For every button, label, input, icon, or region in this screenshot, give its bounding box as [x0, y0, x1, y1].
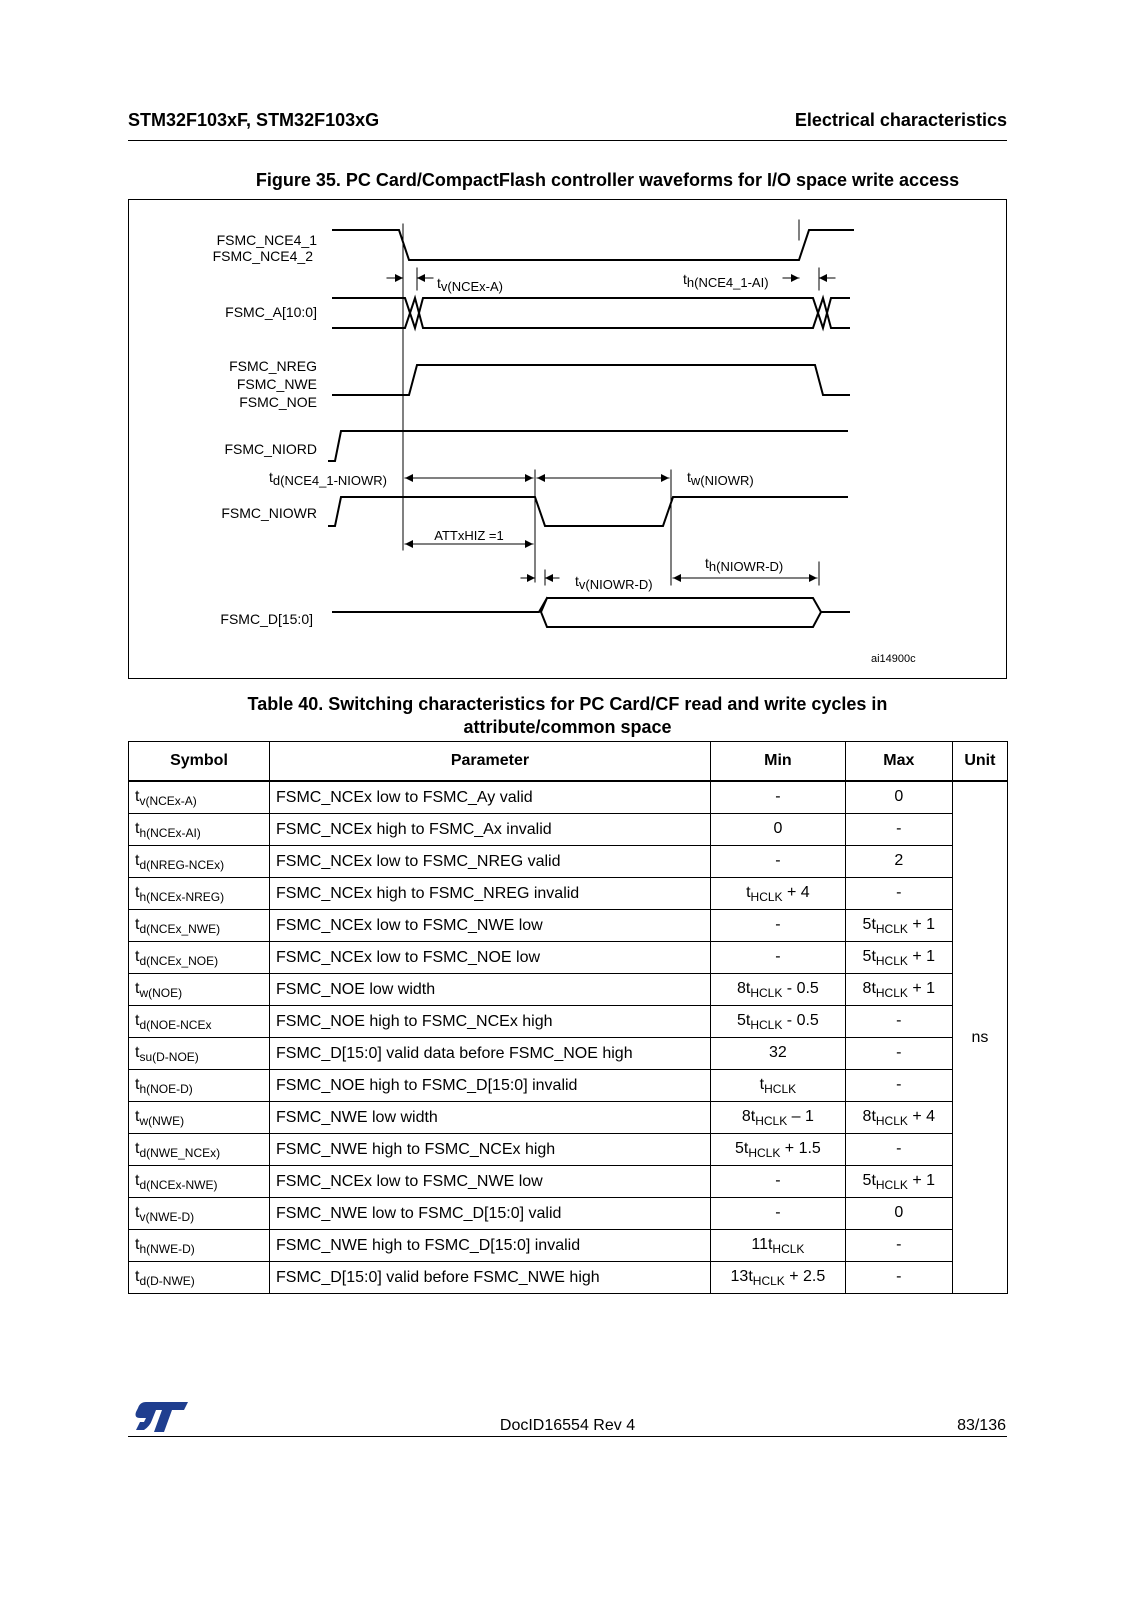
cell-symbol: $t_{d(NWE\_NCEx)}$: [129, 1134, 270, 1166]
cell-parameter: FSMC_D[15:0] valid data before FSMC_NOE high: [270, 1038, 711, 1070]
timing-label-th-nce4-ai: th(NCE4_1-AI): [683, 271, 769, 290]
table-row: [129, 942, 1008, 974]
table-row: [129, 1166, 1008, 1198]
table-row: [129, 1102, 1008, 1134]
footer-doc-id: DocID16554 Rev 4: [499, 1417, 636, 1434]
cell-max: $8t_{HCLK} + 1$: [845, 974, 952, 1006]
footer-page-number: 83/136: [957, 1417, 1006, 1434]
cell-max: -: [845, 1038, 952, 1070]
signal-label-data: FSMC_D[15:0]: [220, 611, 313, 627]
cell-parameter: FSMC_NOE high to FSMC_D[15:0] invalid: [270, 1070, 711, 1102]
cell-max: 0: [845, 781, 952, 814]
col-header-max: Max: [845, 742, 952, 782]
cell-max: $8t_{HCLK} + 4$: [845, 1102, 952, 1134]
cell-parameter: FSMC_D[15:0] valid before FSMC_NWE high: [270, 1262, 711, 1294]
cell-parameter: FSMC_NWE low to FSMC_D[15:0] valid: [270, 1198, 711, 1230]
table-row: [129, 1070, 1008, 1102]
cell-max: -: [845, 814, 952, 846]
cell-min: $5t_{HCLK} - 0.5$: [711, 1006, 846, 1038]
cell-parameter: FSMC_NWE high to FSMC_NCEx high: [270, 1134, 711, 1166]
timing-label-td-nce4-niowr: td(NCE4_1-NIOWR): [269, 469, 388, 488]
figure-title: Figure 35. PC Card/CompactFlash controller waveforms for I/O space write access: [255, 170, 960, 190]
col-header-min: Min: [711, 742, 846, 782]
cell-symbol: $t_{d(NCEx-NWE)}$: [129, 1166, 270, 1198]
cell-parameter: FSMC_NCEx high to FSMC_Ax invalid: [270, 814, 711, 846]
signal-label-nce4-1: FSMC_NCE4_1: [216, 232, 317, 248]
cell-parameter: FSMC_NCEx low to FSMC_NWE low: [270, 1166, 711, 1198]
cell-max: 0: [845, 1198, 952, 1230]
cell-parameter: FSMC_NCEx low to FSMC_NWE low: [270, 910, 711, 942]
col-header-unit: Unit: [952, 742, 1007, 782]
cell-parameter: FSMC_NCEx high to FSMC_NREG invalid: [270, 878, 711, 910]
signal-label-niowr: FSMC_NIOWR: [221, 505, 317, 521]
table-row: [129, 910, 1008, 942]
col-header-parameter: Parameter: [270, 742, 711, 782]
cell-min: $11t_{HCLK}$: [711, 1230, 846, 1262]
nce4-waveform: [333, 230, 853, 260]
cell-min: $t_{HCLK}$: [711, 1070, 846, 1102]
signal-label-nce4-2: FSMC_NCE4_2: [212, 248, 313, 264]
header-section-title: Electrical characteristics: [794, 110, 1007, 130]
cell-symbol: $t_{v(NCEx-A)}$: [129, 781, 270, 814]
cell-min: -: [711, 942, 846, 974]
cell-min: $8t_{HCLK} - 0.5$: [711, 974, 846, 1006]
table-row: [129, 1262, 1008, 1294]
cell-symbol: $t_{d(D-NWE)}$: [129, 1262, 270, 1294]
cell-symbol: $t_{v(NWE-D)}$: [129, 1198, 270, 1230]
cell-parameter: FSMC_NCEx low to FSMC_NREG valid: [270, 846, 711, 878]
cell-max: -: [845, 1070, 952, 1102]
cell-max: $5t_{HCLK} + 1$: [845, 942, 952, 974]
timing-label-tw-niowr: tw(NIOWR): [687, 469, 754, 488]
cell-symbol: $t_{d(NCEx\_NOE)}$: [129, 942, 270, 974]
cell-min: 32: [711, 1038, 846, 1070]
cell-max: $5t_{HCLK} + 1$: [845, 910, 952, 942]
cell-min: -: [711, 846, 846, 878]
cell-max: -: [845, 1006, 952, 1038]
table-row: [129, 1006, 1008, 1038]
table-row: [129, 1134, 1008, 1166]
table-row: [129, 1198, 1008, 1230]
cell-min: -: [711, 1166, 846, 1198]
cell-max: -: [845, 1262, 952, 1294]
cell-parameter: FSMC_NCEx low to FSMC_NOE low: [270, 942, 711, 974]
cell-parameter: FSMC_NCEx low to FSMC_Ay valid: [270, 781, 711, 814]
cell-max: $5t_{HCLK} + 1$: [845, 1166, 952, 1198]
table-row: [129, 974, 1008, 1006]
cell-symbol: $t_{su(D-NOE)}$: [129, 1038, 270, 1070]
cell-min: $13t_{HCLK} + 2.5$: [711, 1262, 846, 1294]
signal-label-nwe: FSMC_NWE: [236, 376, 317, 392]
cell-min: $8t_{HCLK} - 1$: [711, 1102, 846, 1134]
timing-label-th-niowr-d: th(NIOWR-D): [705, 555, 784, 574]
cell-max: 2: [845, 846, 952, 878]
cell-symbol: $t_{w(NOE)}$: [129, 974, 270, 1006]
cell-max: -: [845, 1134, 952, 1166]
niord-waveform: [329, 431, 847, 461]
cell-symbol: $t_{h(NCEx-AI)}$: [129, 814, 270, 846]
cell-min: -: [711, 781, 846, 814]
cell-min: -: [711, 1198, 846, 1230]
signal-label-niord: FSMC_NIORD: [224, 441, 317, 457]
table-row: [129, 1230, 1008, 1262]
signal-label-noe: FSMC_NOE: [239, 394, 317, 410]
header-rule: [128, 140, 1007, 141]
timing-label-tv-niowr-d: tv(NIOWR-D): [575, 573, 653, 592]
addr-waveform: [333, 298, 849, 328]
data-waveform: [333, 598, 849, 627]
signal-label-nreg: FSMC_NREG: [229, 358, 317, 374]
cell-symbol: $t_{h(NWE-D)}$: [129, 1230, 270, 1262]
timing-label-tv-ncex-a: tv(NCEx-A): [437, 275, 503, 294]
cell-min: $5t_{HCLK} + 1.5$: [711, 1134, 846, 1166]
col-header-symbol: Symbol: [129, 742, 270, 782]
cell-min: -: [711, 910, 846, 942]
cell-symbol: $t_{h(NCEx-NREG)}$: [129, 878, 270, 910]
signal-label-addr: FSMC_A[10:0]: [225, 304, 317, 320]
cell-symbol: $t_{h(NOE-D)}$: [129, 1070, 270, 1102]
cell-parameter: FSMC_NWE high to FSMC_D[15:0] invalid: [270, 1230, 711, 1262]
table-title: Table 40. Switching characteristics for PC Card/CF read and write cycles in attribute/common space: [247, 694, 888, 737]
table-row: [129, 1038, 1008, 1070]
timing-label-attxhiz: ATTxHIZ =1: [434, 528, 504, 543]
cell-symbol: $t_{d(NCEx\_NWE)}$: [129, 910, 270, 942]
table-row: [129, 814, 1008, 846]
cell-symbol: $t_{w(NWE)}$: [129, 1102, 270, 1134]
table-row: [129, 781, 1008, 814]
nreg-nwe-noe-waveform: [333, 365, 849, 395]
cell-max: -: [845, 1230, 952, 1262]
table-row: [129, 846, 1008, 878]
figure-ref-id: ai14900c: [871, 653, 916, 665]
header-doc-title: STM32F103xF, STM32F103xG: [128, 110, 380, 130]
cell-parameter: FSMC_NOE low width: [270, 974, 711, 1006]
cell-symbol: $t_{d(NOE-NCEx}$: [129, 1006, 270, 1038]
cell-min: $t_{HCLK} + 4$: [711, 878, 846, 910]
table-row: [129, 878, 1008, 910]
footer-rule: [128, 1436, 1007, 1437]
cell-parameter: FSMC_NOE high to FSMC_NCEx high: [270, 1006, 711, 1038]
table-header-row: [129, 742, 1008, 782]
cell-symbol: $t_{d(NREG-NCEx)}$: [129, 846, 270, 878]
cell-parameter: FSMC_NWE low width: [270, 1102, 711, 1134]
cell-unit: ns: [952, 781, 1007, 1294]
niowr-waveform: [329, 497, 847, 526]
switching-characteristics-table: [128, 741, 1008, 1294]
cell-min: 0: [711, 814, 846, 846]
cell-max: -: [845, 878, 952, 910]
waveform-figure: [128, 199, 1007, 679]
